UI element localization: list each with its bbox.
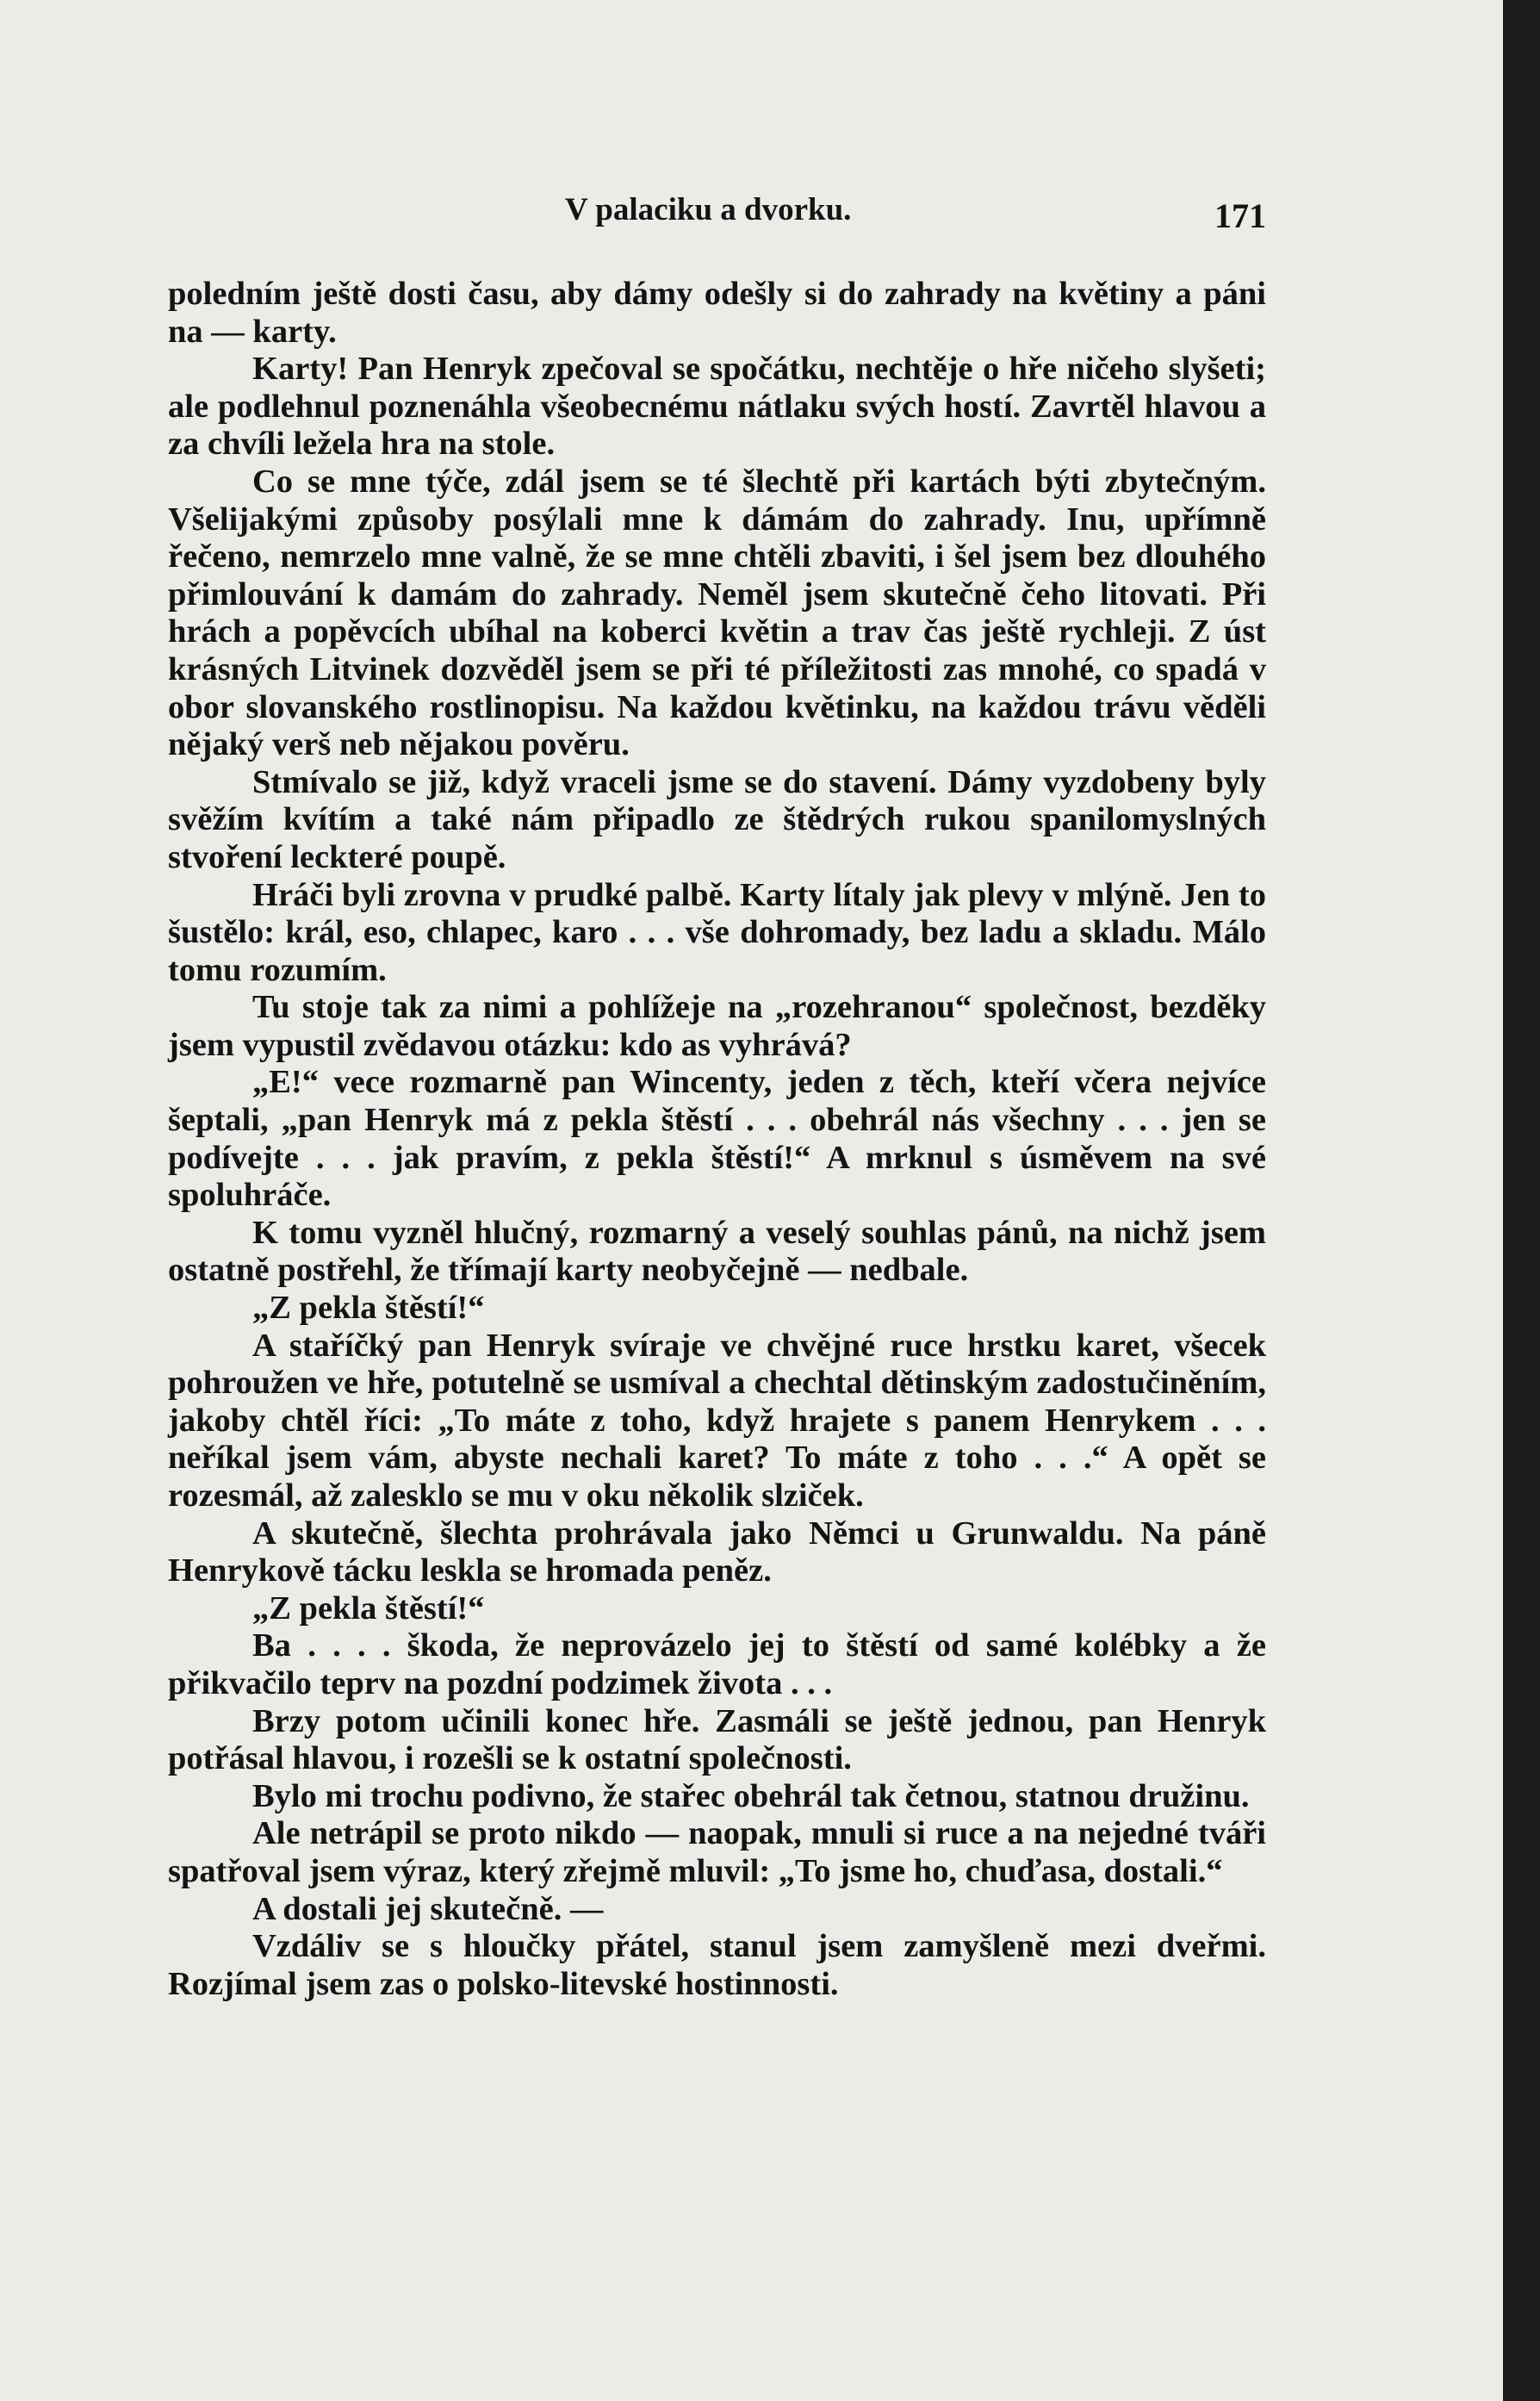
paragraph: „Z pekla štěstí!“ bbox=[252, 1290, 485, 1327]
paragraph: Stmívalo se již, když vraceli jsme se do stavení. Dámy vyzdobeny byly svěžím kvítím a také nám připadlo ze štědrých rukou spanilomyslných stvoření leckteré poupě. bbox=[168, 763, 1266, 875]
paragraph: Tu stoje tak za nimi a pohlížeje na „rozehranou“ společnost, bezděky jsem vypustil zvědavou otázku: kdo as vyhrává? bbox=[168, 989, 1266, 1063]
paragraph: Karty! Pan Henryk zpečoval se spočátku, nechtěje o hře ničeho slyšeti; ale podlehnul poznenáhla všeobecnému nátlaku svých hostí. Zavrtěl hlavou a za chvíli ležela hra na stole. bbox=[168, 351, 1266, 463]
paragraph: A dostali jej skutečně. — bbox=[252, 1890, 604, 1927]
paragraph: Ale netrápil se proto nikdo — naopak, mnuli si ruce a na nejedné tváři spatřoval jsem výraz, který zřejmě mluvil: „To jsme ho, chuďasa, dostali.“ bbox=[168, 1815, 1266, 1889]
paragraph: A skutečně, šlechta prohrávala jako Němci u Grunwaldu. Na páně Henrykově tácku leskla se hromada peněz. bbox=[168, 1515, 1266, 1589]
paragraph: Hráči byli zrovna v prudké palbě. Karty lítaly jak plevy v mlýně. Jen to šustělo: král, eso, chlapec, karo . . . vše dohromady, bez ladu a skladu. Málo tomu rozumím. bbox=[168, 876, 1266, 988]
paragraph: „Z pekla štěstí!“ bbox=[252, 1589, 485, 1627]
paragraph: Bylo mi trochu podivno, že stařec obehrál tak četnou, statnou družinu. bbox=[252, 1777, 1250, 1814]
running-title: V palaciku a dvorku. bbox=[565, 192, 852, 227]
paragraph: K tomu vyzněl hlučný, rozmarný a veselý souhlas pánů, na nichž jsem ostatně postřehl, že třímají karty neobyčejně — nedbale. bbox=[168, 1214, 1266, 1289]
paragraph: poledním ještě dosti času, aby dámy odešly si do zahrady na květiny a páni na — karty. bbox=[168, 276, 1266, 350]
paragraph: A staříčký pan Henryk svíraje ve chvějné ruce hrstku karet, všecek pohroužen ve hře, potutelně se usmíval a chechtal dětinským zadostučiněním, jakoby chtěl říci: „To máte z toho, když hrajete s panem Henrykem . . . neříkal jsem vám, abyste nechali karet? To máte z toho . . .“ A opět se rozesmál, až zalesklo se mu v oku několik slziček. bbox=[168, 1327, 1266, 1514]
body-text bbox=[168, 276, 1266, 2003]
scan-edge bbox=[1503, 0, 1540, 2401]
page-header bbox=[168, 191, 1266, 243]
paragraph: Co se mne týče, zdál jsem se té šlechtě při kartách býti zbytečným. Všelijakými způsoby posýlali mne k dámám do zahrady. Inu, upřímně řečeno, nemrzelo mne valně, že se mne chtěli zbaviti, i šel jsem bez dlouhého přimlouvání k damám do zahrady. Neměl jsem skutečně čeho litovati. Při hrách a popěvcích ubíhal na koberci květin a trav čas ještě rychleji. Z úst krásných Litvinek dozvěděl jsem se při té příležitosti zas mnohé, co spadá v obor slovanského rostlinopisu. Na každou květinku, na každou trávu věděli nějaký verš neb nějakou pověru. bbox=[168, 463, 1266, 763]
paragraph: Ba . . . . škoda, že neprovázelo jej to štěstí od samé kolébky a že přikvačilo teprv na pozdní podzimek života . . . bbox=[168, 1627, 1266, 1701]
paragraph: „E!“ vece rozmarně pan Wincenty, jeden z těch, kteří včera nejvíce šeptali, „pan Henryk má z pekla štěstí . . . obehrál nás všechny . . . jen se podívejte . . . jak pravím, z pekla štěstí!“ A mrknul s úsměvem na své spoluhráče. bbox=[168, 1064, 1266, 1214]
page-number: 171 bbox=[1214, 196, 1266, 235]
paragraph: Vzdáliv se s hloučky přátel, stanul jsem zamyšleně mezi dveřmi. Rozjímal jsem zas o polsko-litevské hostinnosti. bbox=[168, 1928, 1266, 2002]
paragraph: Brzy potom učinili konec hře. Zasmáli se ještě jednou, pan Henryk potřásal hlavou, i rozešli se k ostatní společnosti. bbox=[168, 1702, 1266, 1777]
